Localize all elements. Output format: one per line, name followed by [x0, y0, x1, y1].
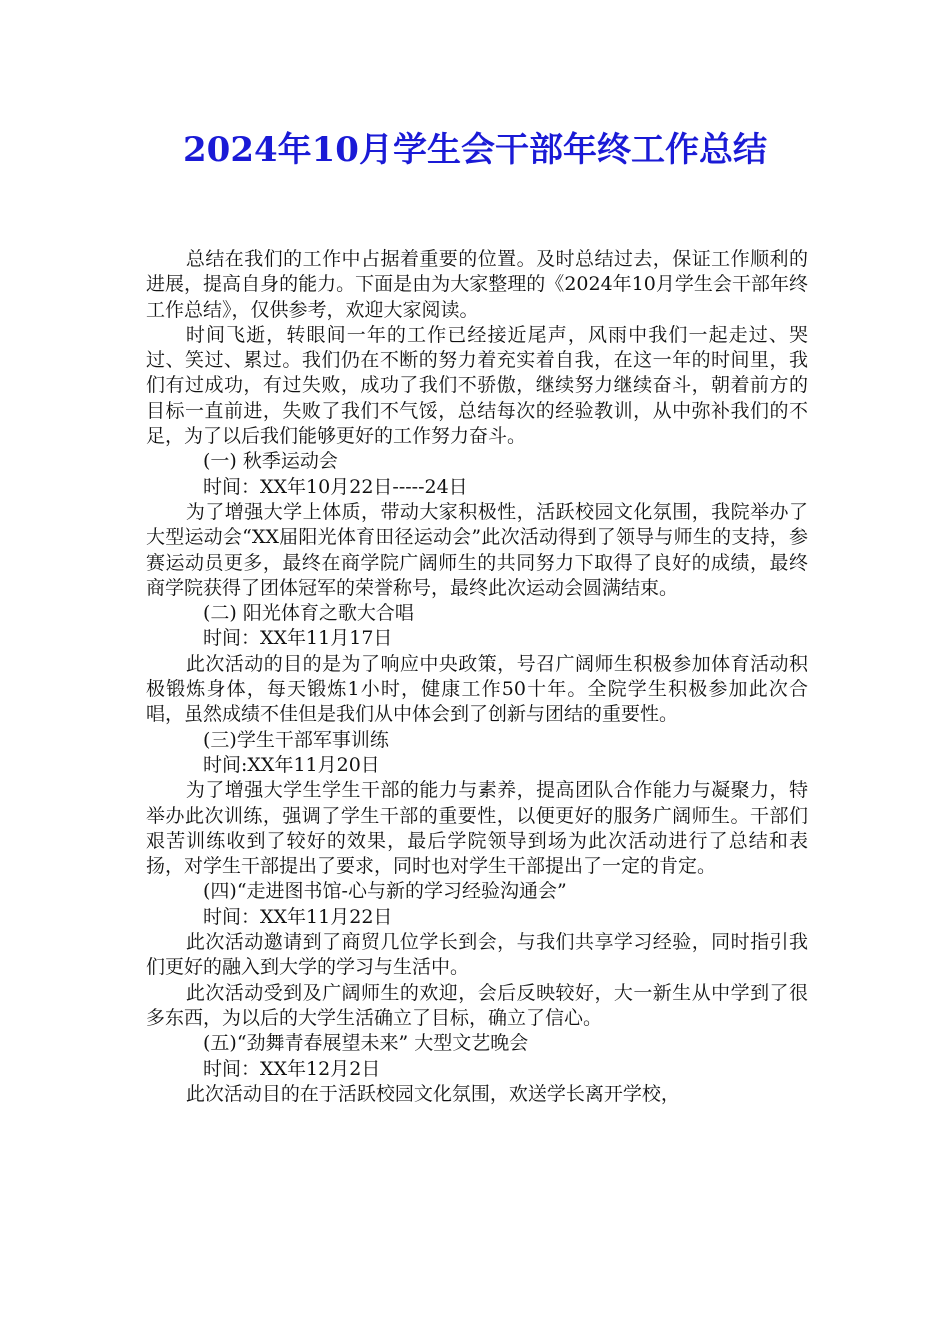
section-date: 时间：XX年10月22日-----24日 [203, 475, 468, 498]
paragraph-overview: 时间飞逝，转眼间一年的工作已经接近尾声，风雨中我们一起走过、哭过、笑过、累过。我们仍在不断的努力着充实着自我，在这一年的时间里，我们有过成功，有过失败，成功了我们不骄傲，继续努力继续奋斗，朝着前方的目标一直前进，失败了我们不气馁，总结每次的经验教训，从中弥补我们的不足，为了以后我们能够更好的工作努力奋斗。 [146, 323, 808, 448]
section-date: 时间：XX年11月17日 [203, 627, 393, 650]
section-heading: (五)“劲舞青春展望未来” 大型文艺晚会 [203, 1032, 529, 1055]
paragraph: 为了增强大学上体质，带动大家积极性，活跃校园文化氛围，我院举办了大型运动会“XX届阳光体育田径运动会”此次活动得到了领导与师生的支持，参赛运动员更多，最终在商学院广阔师生的共同努力下取得了良好的成绩，最终商学院获得了团体冠军的荣誉称号，最终此次运动会圆满结束。 [146, 500, 808, 599]
paragraph: 此次活动邀请到了商贸几位学长到会，与我们共享学习经验，同时指引我们更好的融入到大学的学习与生活中。 [146, 931, 808, 979]
section-date: 时间:XX年11月20日 [203, 753, 380, 776]
paragraph: 为了增强大学生学生干部的能力与素养，提高团队合作能力与凝聚力，特举办此次训练，强调了学生干部的重要性，以便更好的服务广阔师生。干部们艰苦训练收到了较好的效果，最后学院领导到场为此次活动进行了总结和表扬，对学生干部提出了要求，同时也对学生干部提出了一定的肯定。 [146, 779, 808, 878]
section-date: 时间：XX年11月22日 [203, 905, 393, 928]
document-body [146, 247, 808, 1107]
paragraph: 此次活动的目的是为了响应中央政策，号召广阔师生积极参加体育活动积极锻炼身体，每天锻炼1小时，健康工作50十年。全院学生积极参加此次合唱，虽然成绩不佳但是我们从中体会到了创新与团结的重要性。 [146, 652, 808, 726]
paragraph: 此次活动目的在于活跃校园文化氛围，欢送学长离开学校， [185, 1082, 680, 1105]
section-heading: (三)学生干部军事训练 [203, 728, 389, 751]
document-title: 2024年10月学生会干部年终工作总结 [183, 130, 767, 170]
section-heading: (二) 阳光体育之歌大合唱 [203, 602, 414, 625]
paragraph: 此次活动受到及广阔师生的欢迎，会后反映较好，大一新生从中学到了很多东西，为以后的大学生活确立了目标，确立了信心。 [146, 981, 808, 1029]
section-date: 时间：XX年12月2日 [203, 1057, 381, 1080]
section-heading: (一) 秋季运动会 [203, 450, 338, 473]
paragraph-intro: 总结在我们的工作中占据着重要的位置。及时总结过去，保证工作顺利的进展，提高自身的能力。下面是由为大家整理的《2024年10月学生会干部年终工作总结》，仅供参考，欢迎大家阅读。 [146, 248, 808, 321]
section-heading: (四)“走进图书馆-心与新的学习经验沟通会” [203, 880, 567, 903]
